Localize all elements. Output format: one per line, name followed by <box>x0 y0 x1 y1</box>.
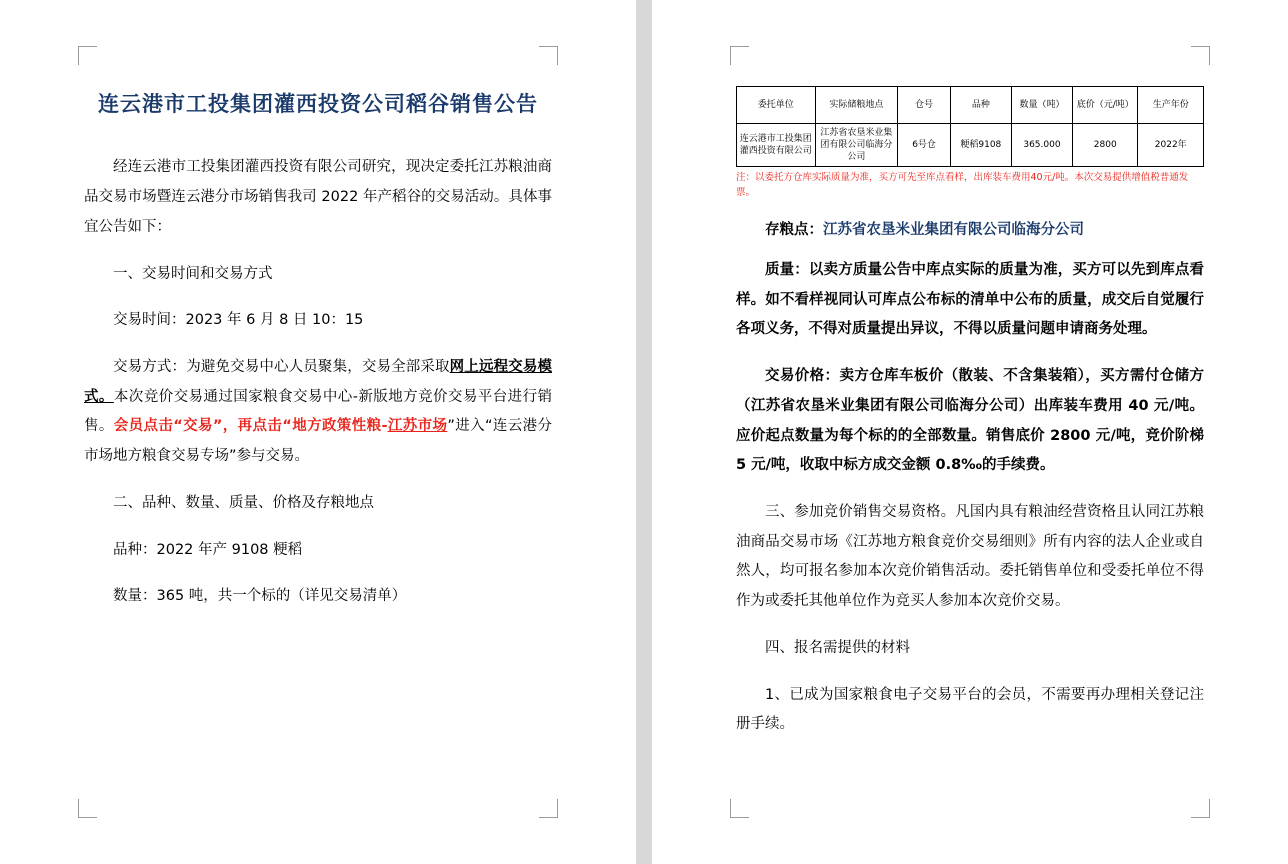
table-note: 注：以委托方仓库实际质量为准，买方可先至库点看样，出库装车费用40元/吨。本次交易提供增值税普通发票。 <box>736 172 1189 198</box>
trade-method-emphasis: 网上远程交易模式。 <box>84 358 552 405</box>
section-heading-one: 一、交易时间和交易方式 <box>113 265 273 282</box>
col-quantity: 数量（吨） <box>1011 87 1072 124</box>
trade-method-red: 会员点击“交易”，再点击“地方政策性粮- <box>113 418 388 435</box>
material-item-one: 1、已成为国家粮食电子交易平台的会员，不需要再办理相关登记注册手续。 <box>736 686 1204 733</box>
col-entrust-unit: 委托单位 <box>737 87 816 124</box>
table-row <box>737 124 1204 167</box>
section-heading-four: 四、报名需提供的材料 <box>765 639 910 656</box>
col-base-price: 底价（元/吨） <box>1073 87 1138 124</box>
table-header-row <box>737 87 1204 124</box>
col-warehouse-no: 仓号 <box>898 87 950 124</box>
crop-mark-top-left <box>78 46 97 65</box>
depot-line <box>736 218 1204 239</box>
crop-mark-top-left-right-page <box>730 46 749 65</box>
quality-paragraph: 质量：以卖方质量公告中库点实际的质量为准，买方可以先到库点看样。如不看样视同认可库点公布标的清单中公布的质量，成交后自觉履行各项义务，不得对质量提出异议，不得以质量问题申请商务处理。 <box>736 261 1204 338</box>
depot-label: 存粮点： <box>765 221 823 238</box>
document-page-left <box>0 0 636 864</box>
page-title: 连云港市工投集团灌西投资公司稻谷销售公告 <box>98 92 538 116</box>
cell-entrust-unit: 连云港市工投集团灌西投资有限公司 <box>737 124 816 167</box>
col-variety: 品种 <box>950 87 1011 124</box>
section-heading-three: 三、参加竞价销售交易资格。凡国内具有粮油经营资格且认同江苏粮油商品交易市场《江苏地方粮食竞价交易细则》所有内容的法人企业或自然人，均可报名参加本次竞价销售活动。委托销售单位和受委托单位不得作为或委托其他单位作为竞买人参加本次竞价交易。 <box>736 503 1204 610</box>
cell-production-year: 2022年 <box>1138 124 1204 167</box>
cell-warehouse-no: 6号仓 <box>898 124 950 167</box>
cell-storage-location: 江苏省农垦米业集团有限公司临海分公司 <box>815 124 898 167</box>
cell-quantity: 365.000 <box>1011 124 1072 167</box>
crop-mark-top-right <box>539 46 558 65</box>
cell-variety: 粳稻9108 <box>950 124 1011 167</box>
variety-line: 品种：2022 年产 9108 粳稻 <box>113 541 303 558</box>
document-page-right <box>652 0 1288 864</box>
price-paragraph: 交易价格：卖方仓库车板价（散装、不含集装箱），买方需付仓储方（江苏省农垦米业集团有限公司临海分公司）出库装车费用 40 元/吨。应价起点数量为每个标的的全部数量。销售底价 2800 元/吨，竞价阶梯 5 元/吨，收取中标方成交金额 0.8‰的手续费。 <box>736 368 1204 474</box>
trade-method-part1: 交易方式：为避免交易中心人员聚集，交易全部采取 <box>113 358 450 375</box>
crop-mark-top-right-right-page <box>1191 46 1210 65</box>
col-production-year: 生产年份 <box>1138 87 1204 124</box>
quantity-line: 数量：365 吨，共一个标的（详见交易清单） <box>113 588 407 605</box>
left-page-content <box>84 68 552 810</box>
trade-method <box>84 353 552 472</box>
section-heading-two: 二、品种、数量、质量、价格及存粮地点 <box>113 494 374 511</box>
right-page-content <box>736 68 1204 810</box>
trade-method-red-underline: 江苏市场 <box>387 418 448 435</box>
trade-method-part3: ”进入“连云港分市场地方粮食交易专场”参与交易。 <box>84 418 553 465</box>
depot-value: 江苏省农垦米业集团有限公司临海分公司 <box>823 221 1084 238</box>
grain-listing-table <box>736 86 1204 167</box>
trade-method-part2: 本次竞价交易通过国家粮食交易中心-新版地方竞价交易平台进行销售。 <box>84 388 552 435</box>
trade-time: 交易时间：2023 年 6 月 8 日 10：15 <box>113 312 364 329</box>
col-storage-location: 实际储粮地点 <box>815 87 898 124</box>
paragraph-intro: 经连云港市工投集团灌西投资有限公司研究，现决定委托江苏粮油商品交易市场暨连云港分市场销售我司 2022 年产稻谷的交易活动。具体事宜公告如下： <box>84 159 552 235</box>
cell-base-price: 2800 <box>1073 124 1138 167</box>
